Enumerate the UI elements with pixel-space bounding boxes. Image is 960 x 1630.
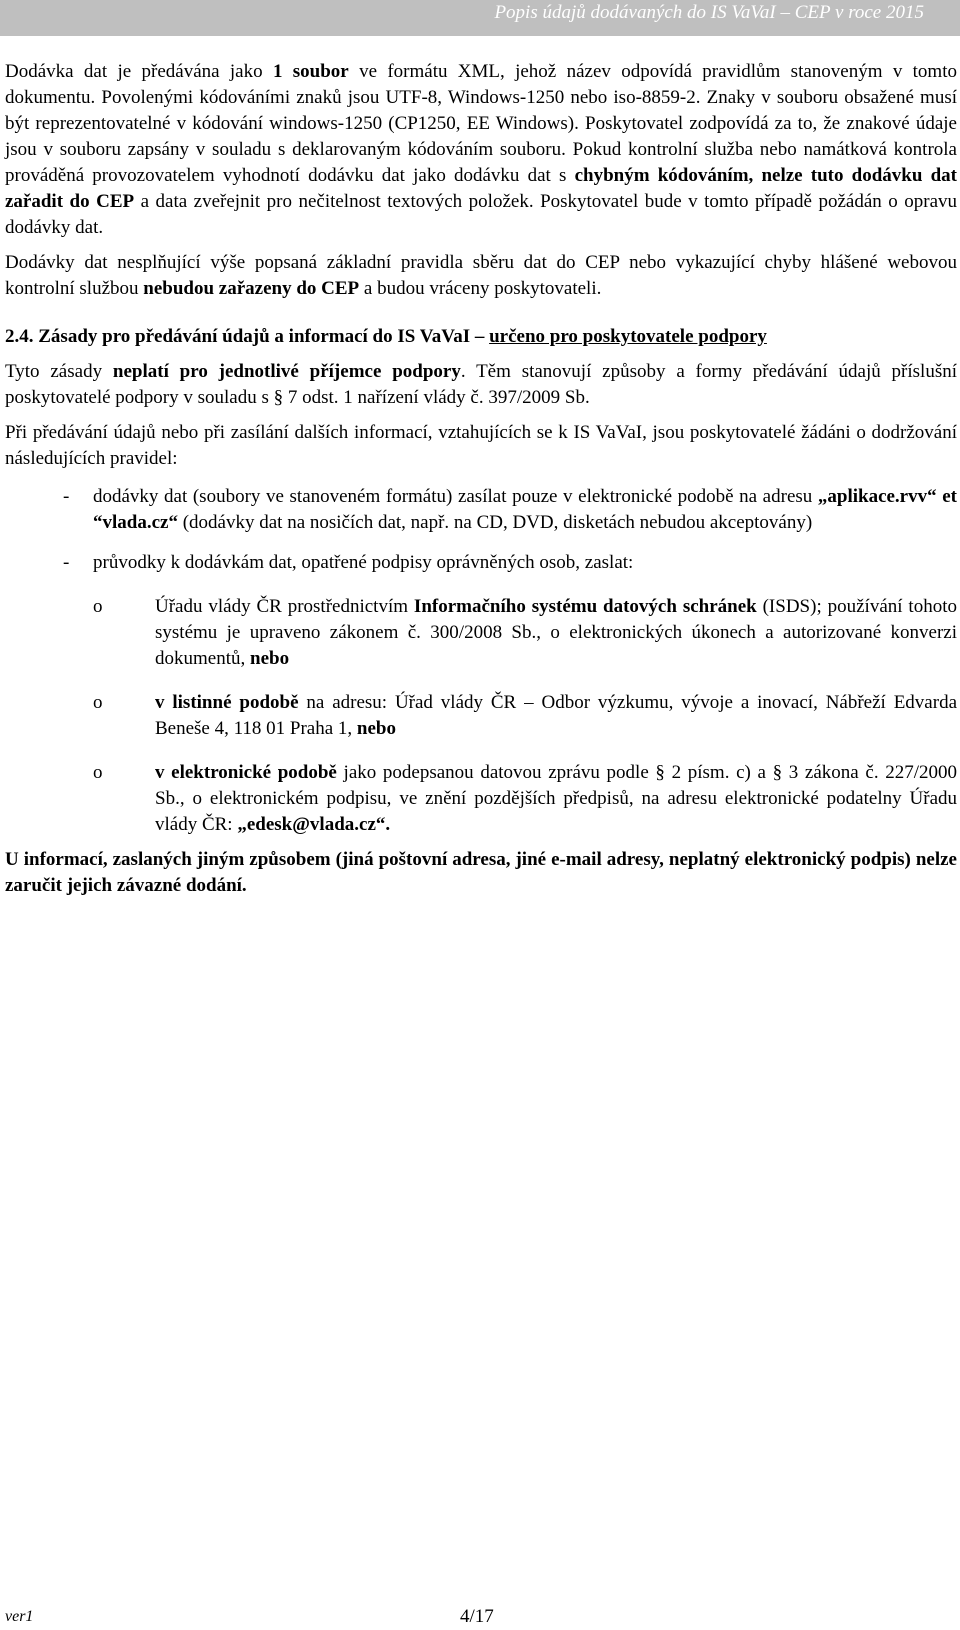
header-title: Popis údajů dodávaných do IS VaVaI – CEP v roce 2015 — [494, 2, 924, 23]
page-footer — [0, 1604, 960, 1630]
text-run: Úřadu vlády ČR prostřednictvím — [155, 596, 414, 617]
section-heading — [5, 324, 957, 350]
bold-run: chybným kódováním, nelze tuto dodávku dat zařadit do CEP — [5, 165, 958, 212]
page-header — [0, 0, 960, 36]
dash-marker: - — [63, 552, 70, 573]
text-run: dodávky dat (soubory ve stanoveném formátu) zasílat pouze v elektronické podobě na adresu — [93, 486, 818, 507]
paragraph-rejection — [5, 250, 957, 302]
text-run: a budou vráceny poskytovateli. — [359, 278, 602, 299]
circle-marker: o — [93, 596, 103, 617]
email-address: „aplikace.rvv“ et “vlada.cz“ — [93, 486, 957, 533]
text-run: na adresu: Úřad vlády ČR – Odbor výzkumu, vývoje a inovací, Nábřeží Edvarda Beneše 4, 118 01 Praha 1, — [155, 692, 957, 739]
sub-list-item — [5, 594, 957, 672]
text-run: ve formátu XML, jehož název odpovídá pravidlům stanoveným v tomto dokumentu. Povolenými kódováními znaků jsou UTF-8, Windows-1250 nebo iso-8859-2. Znaky v souboru obsažené musí být reprezentovatelné v kódování windows-1250 (CP1250, EE Windows). Poskytovatel zodpovídá za to, že znakové údaje jsou v souboru zapsány v souladu s deklarovaným kódováním souboru. Pokud kontrolní služba nebo namátková kontrola prováděná provozovatelem vyhodnotí dodávku dat jako dodávku dat s — [5, 61, 957, 186]
circle-marker: o — [93, 692, 103, 713]
bold-run: v listinné podobě — [155, 692, 299, 713]
text-run: a data zveřejnit pro nečitelnost textových položek. Poskytovatel bude v tomto případě požádán o opravu dodávky dat. — [5, 191, 958, 238]
bold-run: neplatí pro jednotlivé příjemce podpory — [112, 361, 461, 382]
bold-run: v elektronické podobě — [155, 762, 337, 783]
list-item — [5, 550, 957, 576]
page-number: 4/17 — [460, 1606, 494, 1627]
text-run: Dodávky dat nesplňující výše popsaná základní pravidla sběru dat do CEP nebo vykazující chyby hlášené webovou kontrolní službou — [5, 252, 957, 299]
dash-marker: - — [63, 486, 70, 507]
paragraph-rules-intro: Při předávání údajů nebo při zasílání dalších informací, vztahujících se k IS VaVaI, jsou poskytovatelé žádáni o dodržování následujících pravidel: — [5, 422, 957, 469]
bold-run: nebo — [250, 648, 290, 669]
circle-marker: o — [93, 762, 103, 783]
sub-list-item — [5, 760, 957, 838]
bold-run: Informačního systému datových schránek — [413, 596, 757, 617]
text-run: Tyto zásady — [5, 361, 113, 382]
document-body — [5, 59, 957, 899]
section-audience: určeno pro poskytovatele podpory — [489, 326, 767, 347]
version-label: ver1 — [5, 1608, 34, 1625]
bold-run: nebo — [356, 718, 396, 739]
text-run: jako podepsanou datovou zprávu podle § 2 písm. c) a § 3 zákona č. 227/2000 Sb., o elektronickém podpisu, ve znění pozdějších předpisů, na adresu elektronické podatelny Úřadu vlády ČR: — [155, 762, 958, 835]
paragraph-scope — [5, 359, 957, 411]
bold-run: 1 soubor — [272, 61, 349, 82]
text-run: (ISDS); používání tohoto systému je upraveno zákonem č. 300/2008 Sb., o elektronických úkonech a autorizované konverzi dokumentů, — [155, 596, 957, 669]
paragraph-warning: U informací, zaslaných jiným způsobem (jiná poštovní adresa, jiné e-mail adresy, neplatný elektronický podpis) nelze zaručit jejich závazné dodání. — [5, 849, 957, 896]
email-address: „edesk@vlada.cz“. — [237, 814, 391, 835]
text-run: průvodky k dodávkám dat, opatřené podpisy oprávněných osob, zaslat: — [93, 552, 634, 573]
list-item — [5, 484, 957, 536]
bold-run: nebudou zařazeny do CEP — [143, 278, 360, 299]
section-title: 2.4. Zásady pro předávání údajů a informací do IS VaVaI — [5, 326, 471, 347]
text-run: Dodávka dat je předávána jako — [5, 61, 273, 82]
text-run: . Těm stanovují způsoby a formy předávání údajů příslušní poskytovatelé podpory v souladu s § 7 odst. 1 nařízení vlády č. 397/2009 Sb. — [5, 361, 958, 408]
paragraph-encoding — [5, 59, 957, 241]
section-dash: – — [470, 326, 490, 347]
sub-list-item — [5, 690, 957, 742]
text-run: (dodávky dat na nosičích dat, např. na CD, DVD, disketách nebudou akceptovány) — [177, 512, 813, 533]
